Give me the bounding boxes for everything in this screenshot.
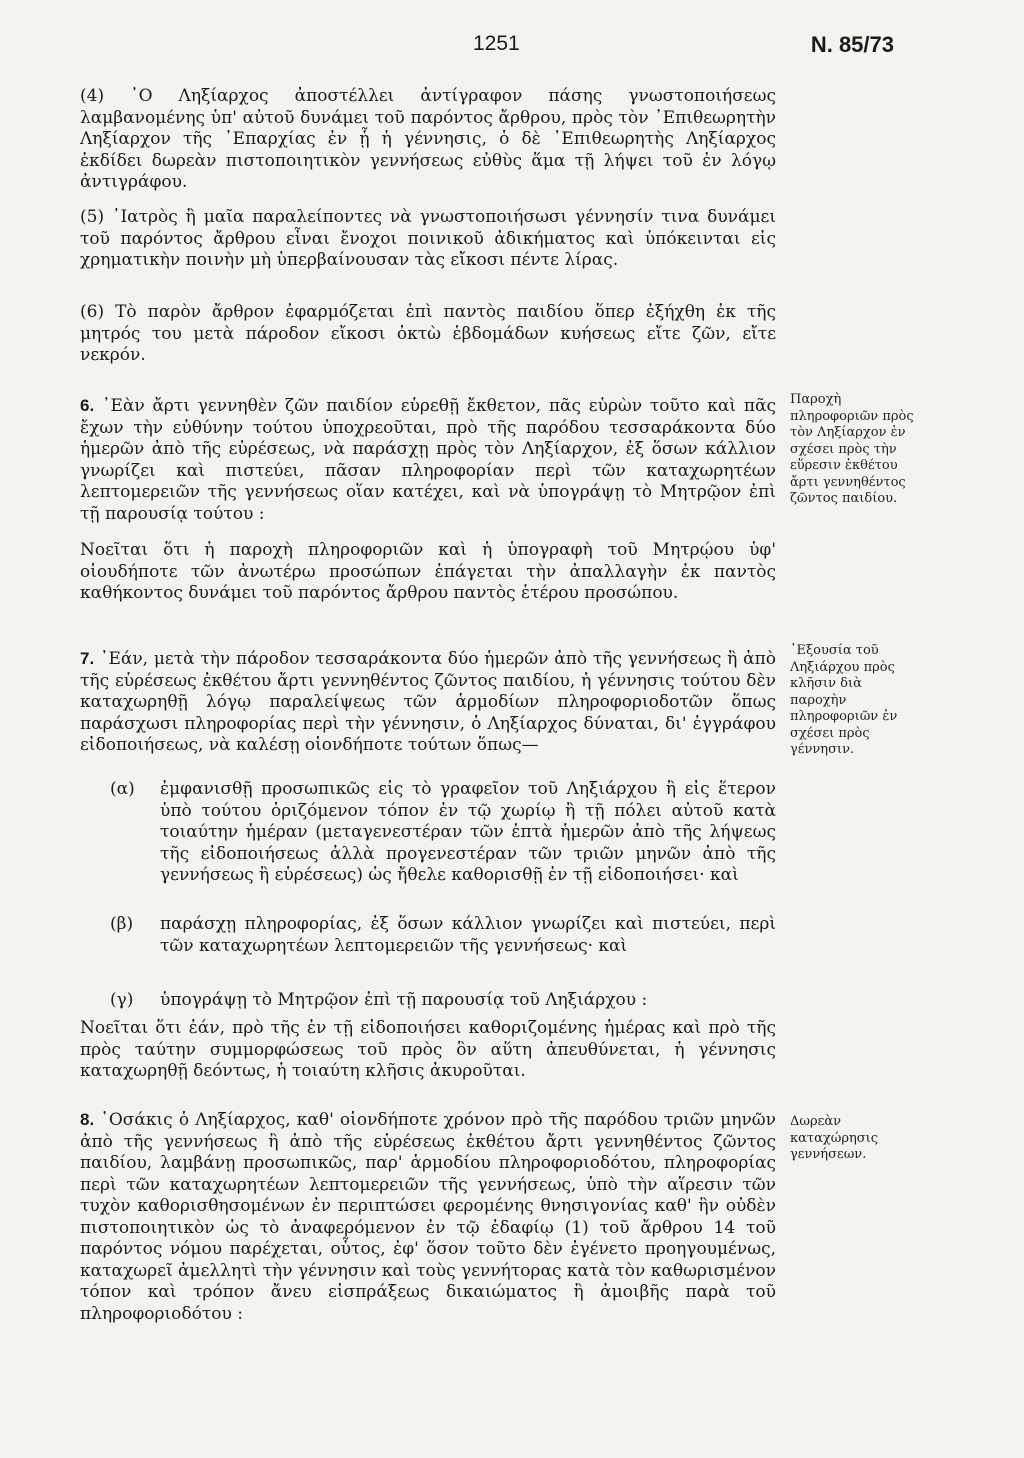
proviso-text: Νοεῖται ὅτι ἐάν, πρὸ τῆς ἐν τῇ εἰδοποιήσει καθοριζομένης ἡμέρας καὶ πρὸ τῆς πρὸς ταύτην συμμορφώσεως τοῦ πρὸς ὃν αὕτη ἀπευθύνεται, ἡ γέννησις καταχωρηθῇ δεόντως, ἡ τοιαύτη κλῆσις ἀκυροῦται.: [80, 1018, 776, 1081]
item-text: παράσχῃ πληροφορίας, ἐξ ὅσων κάλλιον γνωρίζει καὶ πιστεύει, περὶ τῶν καταχωρητέων λεπτομερειῶν τῆς γεννήσεως· καὶ: [160, 914, 776, 956]
section-number: 8.: [80, 1110, 95, 1129]
section-number: 7.: [80, 649, 95, 668]
section-8: [80, 1109, 776, 1325]
margin-note-section-7: ᾿Εξουσία τοῦ Ληξιάρχου πρὸς κλῆσιν διὰ παροχὴν πληροφοριῶν ἐν σχέσει πρὸς γέννησιν.: [790, 643, 898, 757]
paragraph-5-5: [80, 207, 776, 272]
section-7-proviso: [80, 1018, 776, 1083]
item-mark: (α): [110, 779, 135, 799]
section-6: [80, 395, 776, 525]
proviso-text: Νοεῖται ὅτι ἡ παροχὴ πληροφοριῶν καὶ ἡ ὑπογραφὴ τοῦ Μητρῴου ὑφ' οἱουδήποτε τῶν ἀνωτέρω προσώπων ἐπάγεται τὴν ἀπαλλαγὴν ἐκ παντὸς καθήκοντος δυνάμει τοῦ παρόντος ἄρθρου παντὸς ἑτέρου προσώπου.: [80, 540, 776, 603]
page-number: 1251: [473, 32, 520, 55]
paragraph-text: (6) Τὸ παρὸν ἄρθρον ἐφαρμόζεται ἐπὶ παντὸς παιδίου ὅπερ ἐξήχθη ἐκ τῆς μητρός του μετὰ πάροδον εἴκοσι ὀκτὼ ἑβδομάδων κυήσεως εἴτε ζῶν, εἴτε νεκρόν.: [80, 302, 776, 365]
section-6-body: [80, 395, 776, 525]
margin-note-section-6: Παροχὴ πληροφοριῶν πρὸς τὸν Ληξίαρχον ἐν σχέσει πρὸς τὴν εὕρεσιν ἐκθέτου ἄρτι γεννηθέντος ζῶντος παιδίου.: [790, 392, 914, 506]
paragraph-5-6: [80, 302, 776, 367]
list-item: [110, 990, 776, 1012]
item-text: ὑπογράψῃ τὸ Μητρῷον ἐπὶ τῇ παρουσίᾳ τοῦ Ληξιάρχου :: [160, 990, 648, 1010]
section-7: [80, 648, 776, 757]
page-header: [80, 32, 894, 66]
law-number: N. 85/73: [810, 32, 894, 57]
section-6-proviso: [80, 540, 776, 605]
section-8-body: [80, 1109, 776, 1325]
paragraph-text: (4) ᾿Ο Ληξίαρχος ἀποστέλλει ἀντίγραφον πάσης γνωστοποιήσεως λαμβανομένης ὑπ' αὐτοῦ δυνάμει τοῦ παρόντος ἄρθρου, πρὸς τὸν ᾿Επιθεωρητὴν Ληξίαρχον τῆς ᾿Επαρχίας ἐν ᾗ ἡ γέννησις, ὁ δὲ ᾿Επιθεωρητὴς Ληξίαρχος ἐκδίδει δωρεὰν πιστοποιητικὸν γεννήσεως εὐθὺς ἅμα τῇ λήψει τοῦ ἐν λόγῳ ἀντιγράφου.: [80, 86, 776, 192]
item-text: ἐμφανισθῇ προσωπικῶς εἰς τὸ γραφεῖον τοῦ Ληξιάρχου ἢ εἰς ἕτερον ὑπὸ τούτου ὁριζόμενον τόπον ἐν τῷ χωρίῳ ἢ τῇ πόλει αὐτοῦ κατὰ τοιαύτην ἡμέραν (μεταγενεστέραν τῶν ἑπτὰ ἡμερῶν ἀπὸ τῆς λήψεως τῆς εἰδοποιήσεως ἀλλὰ προγενεστέραν τῶν τριῶν μηνῶν ἀπὸ τῆς γεννήσεως ἢ εὑρέσεως) ὡς ἤθελε καθορισθῇ ἐν τῇ εἰδοποιήσει· καὶ: [160, 779, 776, 885]
list-item: [110, 914, 776, 957]
section-number: 6.: [80, 396, 95, 415]
paragraph-text: (5) ᾿Ιατρὸς ἢ μαῖα παραλείποντες νὰ γνωστοποιήσωσι γέννησίν τινα δυνάμει τοῦ παρόντος ἄρθρου εἶναι ἔνοχοι ποινικοῦ ἀδικήματος καὶ ὑπόκεινται εἰς χρηματικὴν ποινὴν μὴ ὑπερβαίνουσαν τὰς εἴκοσι πέντε λίρας.: [80, 207, 776, 270]
section-7-body: [80, 648, 776, 757]
item-mark: (β): [110, 914, 134, 934]
item-mark: (γ): [110, 990, 134, 1010]
section-text: ᾿Εὰν ἄρτι γεννηθὲν ζῶν παιδίον εὑρεθῇ ἔκθετον, πᾶς εὑρὼν τοῦτο καὶ πᾶς ἔχων τὴν εὐθύνην τούτου ὑποχρεοῦται, πρὸ τῆς παρόδου τεσσαράκοντα δύο ἡμερῶν ἀπὸ τῆς εὑρέσεως, νὰ παράσχῃ πρὸς τὸν Ληξίαρχον, ἐξ ὅσων κάλλιον γνωρίζει καὶ πιστεύει, πᾶσαν πληροφορίαν περὶ τῶν καταχωρητέων λεπτομερειῶν τῆς γεννήσεως οἵαν κατέχει, καὶ νὰ ὑπογράψῃ τὸ Μητρῷον ἐπὶ τῇ παρουσίᾳ τούτου :: [80, 396, 776, 524]
section-text: ᾿Εάν, μετὰ τὴν πάροδον τεσσαράκοντα δύο ἡμερῶν ἀπὸ τῆς γεννήσεως ἢ ἀπὸ τῆς εὑρέσεως ἐκθέτου ἄρτι γεννηθέντος ζῶντος παιδίου, ἡ γέννησις τούτου δὲν καταχωρηθῇ λόγῳ παραλείψεως τῶν ἁρμοδίων πληροφοριοδοτῶν ὅπως παράσχωσι πληροφορίας περὶ τὴν γέννησιν, ὁ Ληξίαρχος δύναται, δι' ἐγγράφου εἰδοποιήσεως, νὰ καλέσῃ οἱονδήποτε τούτων ὅπως—: [80, 649, 776, 755]
paragraph-5-4: [80, 86, 776, 194]
list-item: [110, 779, 776, 887]
section-text: ῾Οσάκις ὁ Ληξίαρχος, καθ' οἱονδήποτε χρόνον πρὸ τῆς παρόδου τριῶν μηνῶν ἀπὸ τῆς γεννήσεως ἢ ἀπὸ τῆς εὑρέσεως ἐκθέτου ἄρτι γεννηθέντος ζῶντος παιδίου, λαμβάνῃ προσωπικῶς, παρ' ἁρμοδίου πληροφοριοδότου, πληροφορίας περὶ τῶν καταχωρητέων λεπτομερειῶν τῆς γεννήσεως, ὑπὸ τὴν αἵρεσιν τῶν τυχὸν καθορισθησομένων ἐν περιπτώσει φερομένης θνησιγονίας καθ' ἣν οὐδὲν πιστοποιητικὸν ὡς τὸ ἀναφερόμενον ἐν τῷ ἐδαφίῳ (1) τοῦ ἄρθρου 14 τοῦ παρόντος νόμου παρέχεται, οὗτος, ἐφ' ὅσον τοῦτο δὲν ἐγένετο προηγουμένως, καταχωρεῖ ἀμελλητὶ τὴν γέννησιν καὶ τοὺς γεννήτορας κατὰ τὸν καθωρισμένον τόπον καὶ τρόπον ἄνευ εἰσπράξεως δικαιώματος ἢ ἀμοιβῆς παρὰ τοῦ πληροφοριοδότου :: [80, 1110, 776, 1324]
margin-note-section-8: Δωρεὰν καταχώρησις γεννήσεων.: [790, 1114, 879, 1162]
